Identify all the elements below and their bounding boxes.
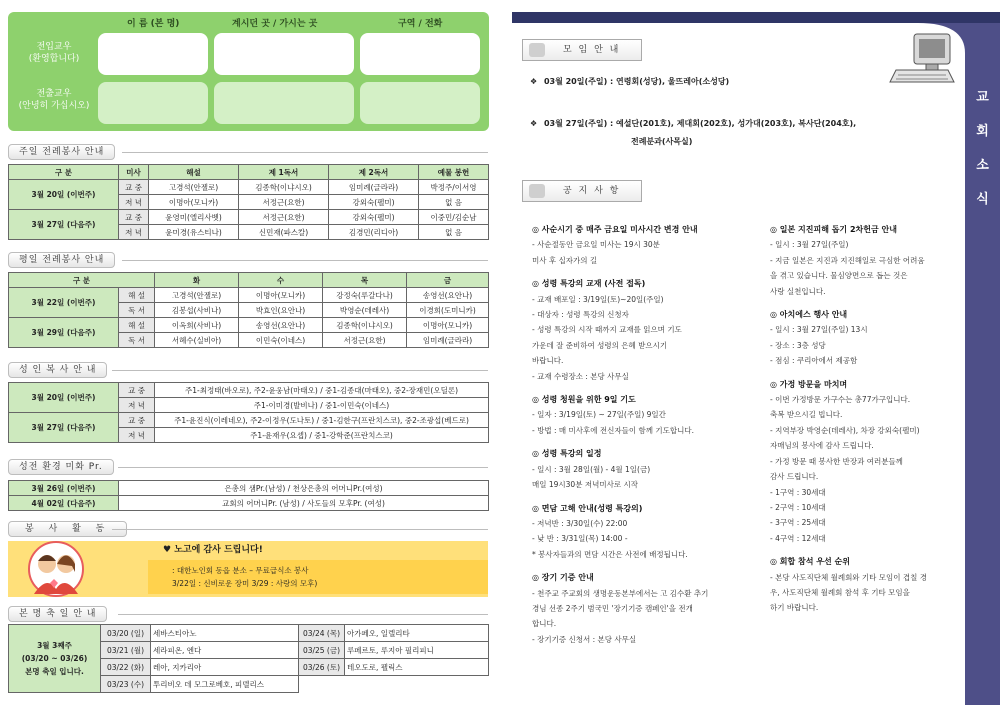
feast-name-cell: 세라피온, 엔다	[151, 642, 299, 659]
table-row	[9, 210, 489, 225]
notice-line: ◎ 장기 기증 안내	[532, 573, 594, 583]
notice-line: 자매님의 봉사에 감사 드립니다.	[770, 441, 874, 451]
table-cell: 서혜수(실비아)	[155, 333, 239, 348]
notice-line: - 3구역 : 25세대	[770, 518, 826, 528]
notice-line: - 대상자 : 성령 특강의 신청자	[532, 310, 629, 320]
mass-type-cell: 교 중	[119, 210, 149, 225]
table-cell: 서정근(요한)	[323, 333, 407, 348]
table-cell: 임미례(글라라)	[329, 180, 419, 195]
notice-line: - 본당 사도직단체 월례회와 기타 모임이 겹칠 경	[770, 572, 928, 582]
notice-line: - 방법 : 매 미사후에 전신자들이 함께 기도합니다.	[532, 425, 694, 435]
table-cell: 주1-최정태(바오로), 주2-윤웅남(마태오) / 중1-김종대(마태오), 중2-장재민(오딜론)	[155, 383, 489, 398]
notice-line: - 교재 배포일 : 3/19일(토)~20일(주일)	[532, 294, 664, 304]
date-cell: 3월 27일 (다음주)	[9, 413, 119, 443]
meeting-item: ❖ 03월 20일(주일) : 연령회(성당), 울뜨레아(소성당)	[530, 77, 730, 86]
table-row	[9, 413, 489, 428]
adult-table	[8, 382, 489, 443]
notice-line: - 저녁반 : 3/30일(수) 22:00	[532, 518, 628, 528]
feast-date-cell: 03/22 (화)	[101, 659, 151, 676]
service-section-title: 봉 사 활 동	[8, 521, 127, 537]
notice-line: - 사순절동안 금요일 미사는 19시 30분	[532, 240, 660, 250]
guest-label-in: 전입교우 (환영합니다)	[28, 42, 80, 64]
sunday-table	[8, 164, 489, 240]
table-cell: 서정근(요한)	[239, 210, 329, 225]
feast-date-cell: 03/26 (토)	[299, 659, 345, 676]
table-cell: 이명아(모니카)	[149, 195, 239, 210]
notice-line: ◎ 아치에스 행사 안내	[770, 310, 848, 320]
sunday-section-title: 주일 전례봉사 안내	[8, 144, 115, 160]
feast-name-cell: 레아, 지카리아	[151, 659, 299, 676]
mass-type-cell: 저 녁	[119, 195, 149, 210]
service-heading: ♥ 노고에 감사 드립니다!	[163, 545, 263, 555]
table-cell: 교회의 어머니Pr. (남성) / 사도들의 모후Pr. (여성)	[119, 496, 489, 511]
weekday-header: 금	[407, 273, 489, 288]
notice-line: ◎ 가정 방문을 마치며	[770, 379, 848, 389]
notice-line: - 일시 : 3월 27일(주일)	[770, 240, 849, 250]
table-cell: 이옥희(사비나)	[155, 318, 239, 333]
weekday-section-rule	[122, 260, 488, 261]
service-section-rule	[112, 529, 488, 530]
date-cell: 3월 29일 (다음주)	[9, 318, 119, 348]
notice-line: - 이번 가정방문 가구수는 총77가구입니다.	[770, 395, 911, 405]
notice-line: - 천주교 주교회의 생명운동본부에서는 고 김수환 추기	[532, 588, 709, 598]
guest-in-name-cell	[98, 33, 208, 75]
guest-in-address-cell	[214, 33, 354, 75]
table-cell: 김봉섭(사비나)	[155, 303, 239, 318]
mass-type-cell: 저 녁	[119, 398, 155, 413]
table-cell: 이명아(모니카)	[239, 288, 323, 303]
side-label-char: 식	[976, 192, 989, 207]
weekday-section-title: 평일 전례봉사 안내	[8, 252, 115, 268]
feast-date-cell: 03/21 (월)	[101, 642, 151, 659]
feast-date-cell: 03/23 (수)	[101, 676, 151, 693]
notice-line: - 2구역 : 10세대	[770, 502, 826, 512]
notice-line: ◎ 성령 특강의 교재 (사전 접독)	[532, 279, 646, 289]
notice-line: 우, 사도직단체 월례회 참석 후 기타 모임을	[770, 587, 910, 597]
feast-empty-cell	[345, 676, 489, 693]
notice-line: 사랑 실천입니다.	[770, 286, 826, 296]
feast-label-cell: 3월 3째주 (03/20 ~ 03/26) 본명 축일 입니다.	[9, 625, 101, 693]
sunday-header: 해설	[149, 165, 239, 180]
table-cell: 박영순(데레사)	[323, 303, 407, 318]
notice-line: 을 겪고 있습니다. 물심양면으로 돕는 것은	[770, 271, 908, 281]
table-cell: 주1-윤진식(이레네오), 주2-이정우(도나토) / 중1-김한구(프란치스코), 중2-조광섭(베드로)	[155, 413, 489, 428]
date-cell: 3월 20일 (이번주)	[9, 180, 119, 210]
table-cell: 윤영미(엘리사벳)	[149, 210, 239, 225]
side-label-char: 소	[976, 158, 989, 173]
table-cell: 강정숙(루갈다나)	[323, 288, 407, 303]
notice-line: 가운데 잘 준비하여 성령의 은혜 받으시기	[532, 340, 668, 350]
table-cell: 주1-이미경(발비나) / 중1-이민숙(이네스)	[155, 398, 489, 413]
pr-table	[8, 480, 489, 511]
table-cell: 김종학(이냐시오)	[239, 180, 329, 195]
mass-type-cell: 교 중	[119, 180, 149, 195]
feast-date-cell: 03/25 (금)	[299, 642, 345, 659]
table-cell: 박효인(요안나)	[239, 303, 323, 318]
table-cell: 송영선(요안나)	[407, 288, 489, 303]
weekday-header: 구 분	[9, 273, 155, 288]
notice-line: 감사 드립니다.	[770, 472, 819, 482]
role-cell: 해 설	[119, 318, 155, 333]
service-line-2: 3/22일 : 신비로운 장미 3/29 : 사랑의 모후)	[172, 579, 318, 588]
notice-line: ◎ 사순시기 중 매주 금요일 미사시간 변경 안내	[532, 225, 698, 234]
computer-icon	[888, 30, 960, 92]
role-cell: 독 서	[119, 333, 155, 348]
date-cell: 3월 27일 (다음주)	[9, 210, 119, 240]
role-cell: 독 서	[119, 303, 155, 318]
notice-line: - 낮 반 : 3/31일(목) 14:00 -	[532, 534, 628, 544]
table-row	[9, 318, 489, 333]
notice-line: - 교재 수령장소 : 본당 사무실	[532, 371, 629, 381]
table-row	[9, 180, 489, 195]
table-row	[9, 288, 489, 303]
weekday-table	[8, 272, 489, 348]
sunday-header: 구 분	[9, 165, 119, 180]
mass-type-cell: 교 중	[119, 413, 155, 428]
notice-line: - 지금 일본은 지진과 지진해일로 극심한 어려움	[770, 255, 925, 265]
table-cell: 고경석(안젤로)	[155, 288, 239, 303]
table-cell: 없 음	[419, 225, 489, 240]
speaker-icon	[529, 184, 545, 198]
notice-line: 하기 바랍니다.	[770, 603, 819, 613]
notice-line: - 1구역 : 30세대	[770, 487, 826, 497]
notice-line: - 가정 방문 때 봉사한 반장과 여러분들께	[770, 456, 903, 466]
notice-line: ◎ 성령 특강의 일정	[532, 449, 602, 459]
weekday-header: 화	[155, 273, 239, 288]
role-cell: 해 설	[119, 288, 155, 303]
notice-line: - 일시 : 3월 27일(주일) 13시	[770, 325, 868, 335]
pr-section-title: 성전 환경 미화 Pr.	[8, 459, 114, 475]
date-cell: 3월 22일 (이번주)	[9, 288, 119, 318]
table-row	[9, 625, 489, 642]
notice-line: ◎ 성령 청원을 위한 9일 기도	[532, 395, 636, 405]
guest-in-contact-cell	[360, 33, 480, 75]
guest-header-contact: 구역 / 전화	[398, 19, 443, 29]
table-cell: 박정주/이서영	[419, 180, 489, 195]
notice-left-column	[532, 222, 764, 647]
notice-line: ◎ 회합 참석 우선 순위	[770, 557, 850, 567]
table-cell: 강외숙(펠미)	[329, 210, 419, 225]
meeting-item-continued: 전례분과(사목실)	[631, 137, 693, 146]
date-cell: 4월 02일 (다음주)	[9, 496, 119, 511]
mass-type-cell: 교 중	[119, 383, 155, 398]
meeting-item: ❖ 03월 27일(주일) : 예설단(201호), 제대회(202호), 성가대(203호), 복사단(204호),	[530, 119, 857, 128]
notice-line: ◎ 면담 고해 안내(성령 특강의)	[532, 503, 643, 513]
notice-line: * 봉사자들과의 면담 시간은 사전에 배정됩니다.	[532, 549, 688, 559]
notice-line: 미사 후 십자가의 길	[532, 255, 598, 265]
guest-header-address: 계시던 곳 / 가시는 곳	[232, 19, 318, 29]
speaker-icon	[529, 43, 545, 57]
pr-section-rule	[118, 467, 488, 468]
table-cell: 김경민(리디아)	[329, 225, 419, 240]
notice-line: 합니다.	[532, 619, 557, 629]
feast-section-title: 본 명 축 일 안 내	[8, 606, 107, 622]
guest-out-contact-cell	[360, 82, 480, 124]
table-cell: 고경석(안젤로)	[149, 180, 239, 195]
sunday-header: 제 2독서	[329, 165, 419, 180]
table-cell: 신민재(파스칼)	[239, 225, 329, 240]
notice-line: 경님 선종 2주기 범국민 '장기기증 캠페인'을 전개	[532, 603, 693, 613]
table-cell: 김종학(이냐시오)	[323, 318, 407, 333]
table-cell: 서정근(요한)	[239, 195, 329, 210]
table-cell: 이경희(도미니카)	[407, 303, 489, 318]
table-cell: 임미례(글라라)	[407, 333, 489, 348]
side-label-char: 교	[976, 90, 989, 105]
feast-date-cell: 03/20 (일)	[101, 625, 151, 642]
notice-line: 바랍니다.	[532, 356, 564, 366]
table-row	[9, 496, 489, 511]
feast-date-cell: 03/24 (목)	[299, 625, 345, 642]
guest-out-name-cell	[98, 82, 208, 124]
service-line-1: : 대한노인회 동읍 분소 – 무료급식소 봉사	[172, 566, 309, 575]
sunday-header: 미사	[119, 165, 149, 180]
guest-out-address-cell	[214, 82, 354, 124]
meeting-section-title: 모 임 안 내	[522, 39, 642, 61]
table-cell: 이중민/김순남	[419, 210, 489, 225]
notice-line: - 성령 특강의 시작 때까지 교재를 읽으며 기도	[532, 325, 682, 335]
guest-header-name: 이 름 (본 명)	[127, 19, 180, 29]
feast-section-rule	[118, 614, 488, 615]
feast-name-cell: 루페르토, 루지아 필리피니	[345, 642, 489, 659]
table-cell: 이민숙(이네스)	[239, 333, 323, 348]
notice-line: - 일자 : 3/19일(토) ~ 27일(주일) 9일간	[532, 410, 666, 420]
date-cell: 3월 20일 (이번주)	[9, 383, 119, 413]
mass-type-cell: 저 녁	[119, 225, 149, 240]
feast-name-cell: 투리비오 데 모그로베호, 피델리스	[151, 676, 299, 693]
sunday-header: 예물 봉헌	[419, 165, 489, 180]
notice-line: ◎ 일본 지진피해 돕기 2차헌금 안내	[770, 225, 897, 234]
notice-line: - 장기기증 신청서 : 본당 사무실	[532, 634, 637, 644]
table-row	[9, 383, 489, 398]
notice-line: - 4구역 : 12세대	[770, 533, 826, 543]
table-cell: 윤미경(유스티나)	[149, 225, 239, 240]
table-row	[9, 481, 489, 496]
date-cell: 3월 26일 (이번주)	[9, 481, 119, 496]
notice-line: - 일시 : 3월 28일(월) - 4월 1일(금)	[532, 464, 651, 474]
feast-name-cell: 아가페오, 일렐리타	[345, 625, 489, 642]
adult-section-rule	[112, 370, 488, 371]
side-label-char: 회	[976, 124, 989, 139]
weekday-header: 목	[323, 273, 407, 288]
mass-type-cell: 저 녁	[119, 428, 155, 443]
notice-line: - 점심 : 쿠리아에서 제공함	[770, 356, 858, 366]
sunday-section-rule	[122, 152, 488, 153]
table-cell: 강외숙(펠미)	[329, 195, 419, 210]
weekday-header: 수	[239, 273, 323, 288]
sunday-header: 제 1독서	[239, 165, 329, 180]
feast-table	[8, 624, 489, 693]
table-cell: 이명아(모니카)	[407, 318, 489, 333]
notice-line: - 장소 : 3층 성당	[770, 340, 826, 350]
table-cell: 은총의 샘Pr.(남성) / 천상은총의 어머니Pr.(여성)	[119, 481, 489, 496]
couple-illustration-icon	[20, 539, 92, 601]
table-cell: 주1-윤재우(요셉) / 중1-강학준(프란치스코)	[155, 428, 489, 443]
notice-line: 축복 받으시길 빕니다.	[770, 410, 843, 420]
table-cell: 없 음	[419, 195, 489, 210]
guest-label-out: 전출교우 (안녕히 가십시오)	[18, 89, 90, 111]
feast-name-cell: 세바스티아노	[151, 625, 299, 642]
notice-line: - 지역부장 박영순(데레사), 차장 강외숙(펠미)	[770, 425, 920, 435]
adult-section-title: 성 인 복 사 안 내	[8, 362, 107, 378]
feast-name-cell: 테오도로, 펠릭스	[345, 659, 489, 676]
top-band	[512, 12, 1000, 23]
table-cell: 송영선(요안나)	[239, 318, 323, 333]
feast-empty-cell	[299, 676, 345, 693]
notice-section-title: 공 지 사 항	[522, 180, 642, 202]
notice-line: 매일 19시30분 저녁미사로 시작	[532, 480, 638, 490]
notice-right-column	[770, 222, 962, 616]
